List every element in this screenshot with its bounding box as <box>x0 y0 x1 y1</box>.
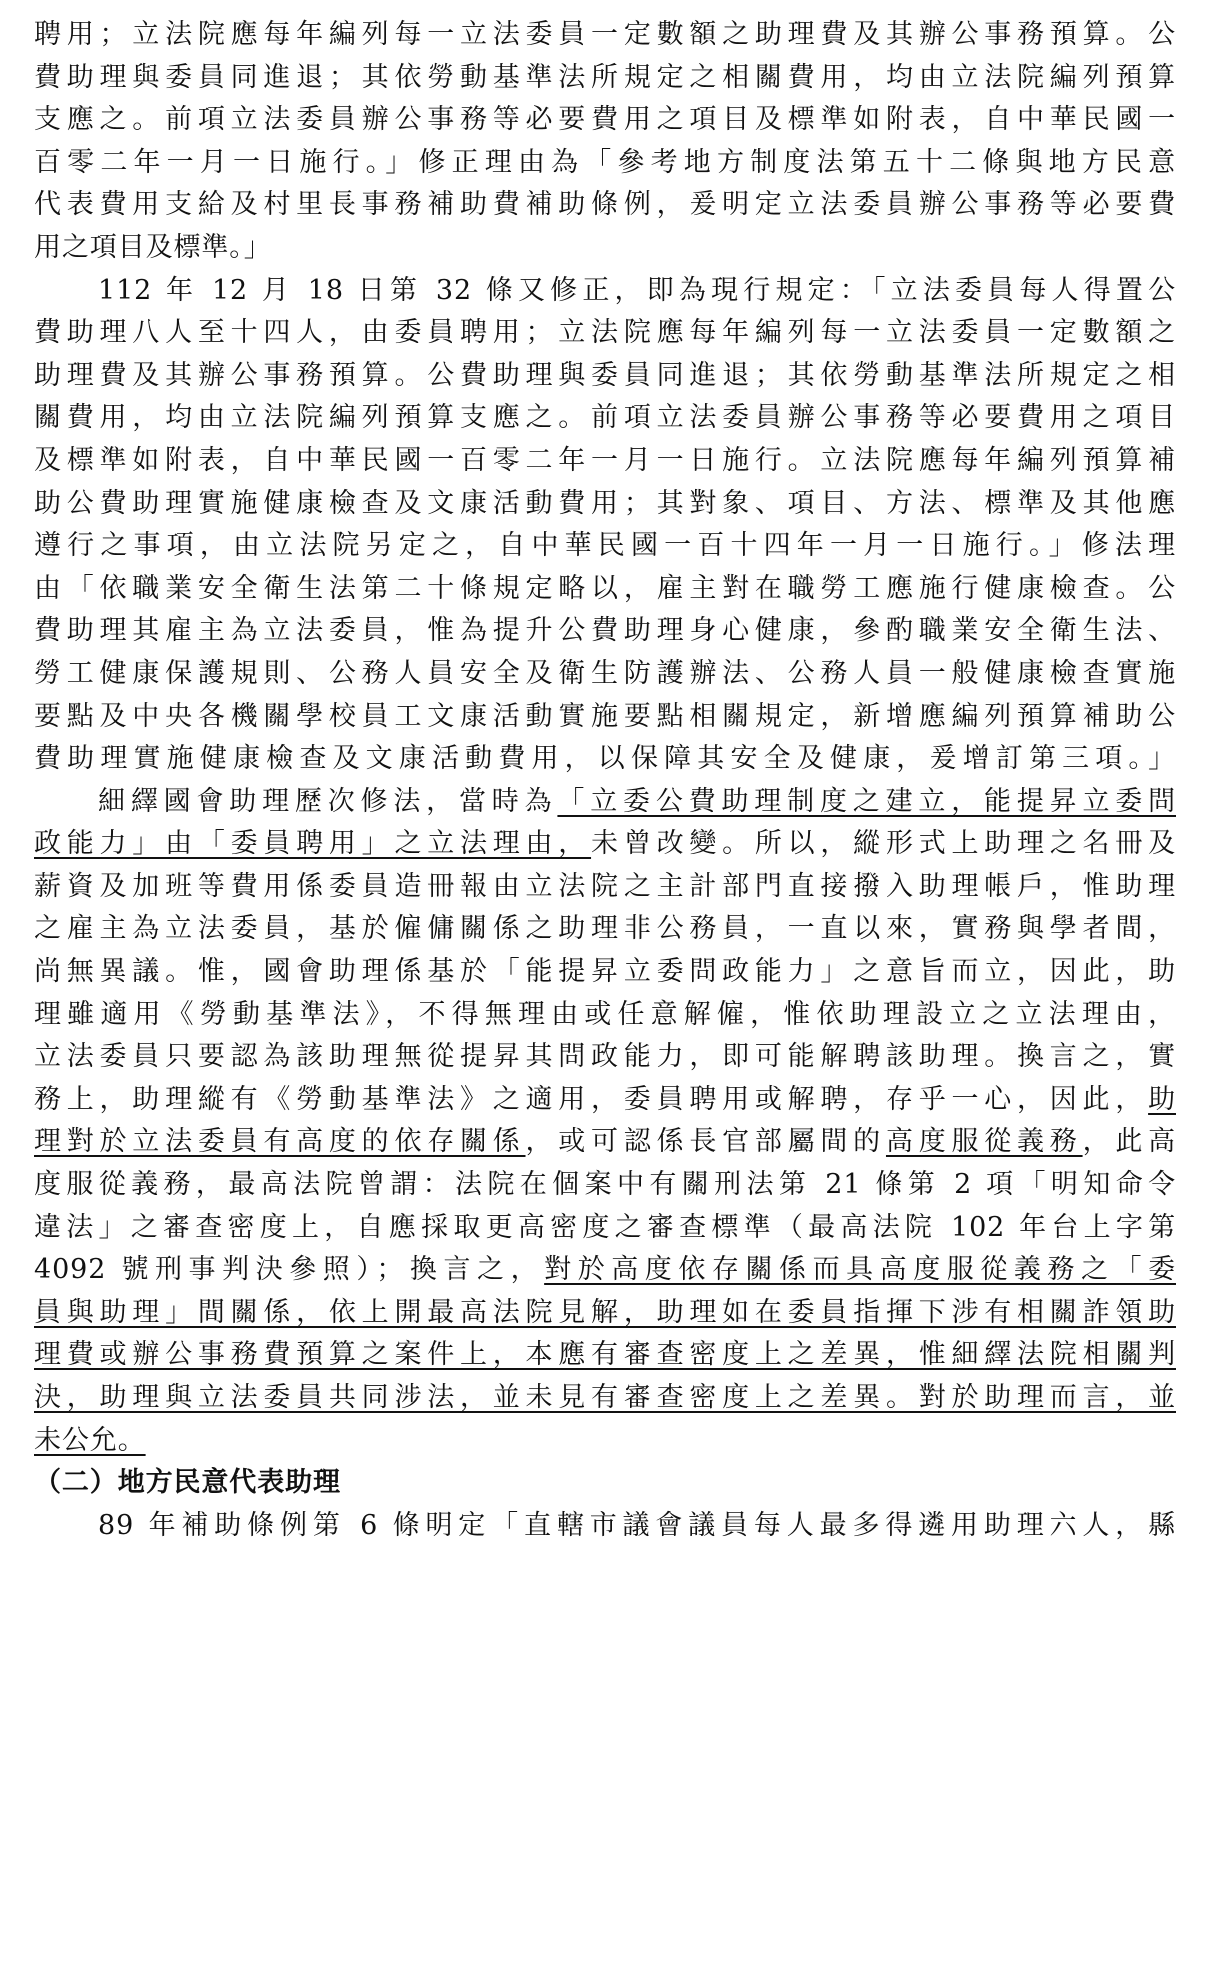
underlined-text: 政能力」由「委員聘用」之立法理由， <box>34 828 592 860</box>
text-line: 度服從義務，最高法院曾謂：法院在個案中有關刑法第 21 條第 2 項「明知命令 <box>34 1169 1176 1201</box>
text-run: 未曾改變。所以，縱形式上助理之名冊及 <box>591 828 1176 860</box>
text-line: 費助理其雇主為立法委員，惟為提升公費助理身心健康，參酌職業安全衛生法、 <box>34 615 1176 647</box>
underlined-text: 助 <box>1148 1083 1176 1115</box>
section-heading: （二）地方民意代表助理 <box>34 1467 341 1499</box>
underlined-text: 理費或辦公事務費預算之案件上，本應有審查密度上之差異，惟細繹法院相關判 <box>34 1339 1176 1371</box>
text-line: 之雇主為立法委員，基於僱傭關係之助理非公務員，一直以來，實務與學者間， <box>34 913 1176 945</box>
text-line: 費助理與委員同進退；其依勞動基準法所規定之相關費用，均由立法院編列預算 <box>34 61 1176 93</box>
text-line: 立法委員只要認為該助理無從提昇其問政能力，即可能解聘該助理。換言之，實 <box>34 1041 1176 1073</box>
text-line: 要點及中央各機關學校員工文康活動實施要點相關規定，新增應編列預算補助公 <box>34 700 1176 732</box>
text-line: 代表費用支給及村里長事務補助費補助條例，爰明定立法委員辦公事務等必要費 <box>34 189 1176 221</box>
text-line: 89 年補助條例第 6 條明定「直轄市議會議員每人最多得遴用助理六人，縣 <box>98 1509 1176 1541</box>
text-line <box>34 1121 1176 1164</box>
text-line: 尚無異議。惟，國會助理係基於「能提昇立委問政能力」之意旨而立，因此，助 <box>34 956 1176 988</box>
text-run: 務上，助理縱有《勞動基準法》之適用，委員聘用或解聘，存乎一心，因此， <box>34 1083 1149 1115</box>
paragraph-1 <box>34 14 1176 270</box>
text-line <box>34 1292 1176 1335</box>
underlined-text: 員與助理」間關係，依上開最高法院見解，助理如在委員指揮下涉有相關詐領助 <box>34 1296 1176 1328</box>
text-line: 百零二年一月一日施行。」修正理由為「參考地方制度法第五十二條與地方民意 <box>34 146 1176 178</box>
text-line <box>34 1334 1176 1377</box>
underlined-text: 對於高度依存關係而具高度服從義務之「委 <box>544 1254 1176 1286</box>
underlined-text: 決，助理與立法委員共同涉法，並未見有審查密度上之差異。對於助理而言，並 <box>34 1382 1176 1413</box>
text-line: 違法」之審查密度上，自應採取更高密度之審查標準（最高法院 102 年台上字第 <box>34 1211 1176 1243</box>
text-line: 關費用，均由立法院編列預算支應之。前項立法委員辦公事務等必要費用之項目 <box>34 402 1176 434</box>
text-line: 由「依職業安全衛生法第二十條規定略以，雇主對在職勞工應施行健康檢查。公 <box>34 572 1176 604</box>
text-line <box>34 1249 1176 1292</box>
text-line: 勞工健康保護規則、公務人員安全及衛生防護辦法、公務人員一般健康檢查實施 <box>34 657 1176 689</box>
text-line: 支應之。前項立法委員辦公事務等必要費用之項目及標準如附表，自中華民國一 <box>34 104 1176 136</box>
paragraph-4 <box>34 1505 1176 1548</box>
text-line <box>34 1079 1176 1122</box>
text-line: 理雖適用《勞動基準法》，不得無理由或任意解僱，惟依助理設立之立法理由， <box>34 998 1176 1030</box>
underlined-text: 「立委公費助理制度之建立，能提昇立委問 <box>557 785 1176 817</box>
text-line: 費助理實施健康檢查及文康活動費用，以保障其安全及健康，爰增訂第三項。」 <box>34 743 1176 775</box>
text-line: 112 年 12 月 18 日第 32 條又修正，即為現行規定：「立法委員每人得置公 <box>98 274 1176 306</box>
text-run: ，此高 <box>1082 1126 1177 1158</box>
text-line: 用之項目及標準。」 <box>34 231 272 263</box>
text-line: 及標準如附表，自中華民國一百零二年一月一日施行。立法院應每年編列預算補 <box>34 444 1176 476</box>
text-line <box>34 823 1176 866</box>
text-line <box>34 781 1176 824</box>
text-line <box>34 1377 1176 1420</box>
underlined-text: 高度服從義務 <box>885 1126 1083 1158</box>
text-line: 助公費助理實施健康檢查及文康活動費用；其對象、項目、方法、標準及其他應 <box>34 487 1176 519</box>
text-line: 聘用；立法院應每年編列每一立法委員一定數額之助理費及其辦公事務預算。公 <box>34 19 1176 50</box>
text-run: 細繹國會助理歷次修法，當時為 <box>98 785 558 817</box>
text-line: 遵行之事項，由立法院另定之，自中華民國一百十四年一月一日施行。」修法理 <box>34 530 1176 562</box>
text-run: 4092 號刑事判決參照）；換言之， <box>34 1254 545 1286</box>
text-line: 薪資及加班等費用係委員造冊報由立法院之主計部門直接撥入助理帳戶，惟助理 <box>34 870 1176 902</box>
text-line <box>34 1420 1176 1463</box>
text-line: 助理費及其辦公事務預算。公費助理與委員同進退；其依勞動基準法所規定之相 <box>34 359 1176 391</box>
document-page <box>34 14 1176 1547</box>
paragraph-3 <box>34 781 1176 1463</box>
underlined-text: 未公允。 <box>34 1424 146 1456</box>
text-run: ，或可認係長官部屬間的 <box>525 1126 886 1158</box>
text-line: 費助理八人至十四人，由委員聘用；立法院應每年編列每一立法委員一定數額之 <box>34 317 1176 349</box>
paragraph-2 <box>34 270 1176 781</box>
underlined-text: 理對於立法委員有高度的依存關係 <box>34 1126 526 1158</box>
